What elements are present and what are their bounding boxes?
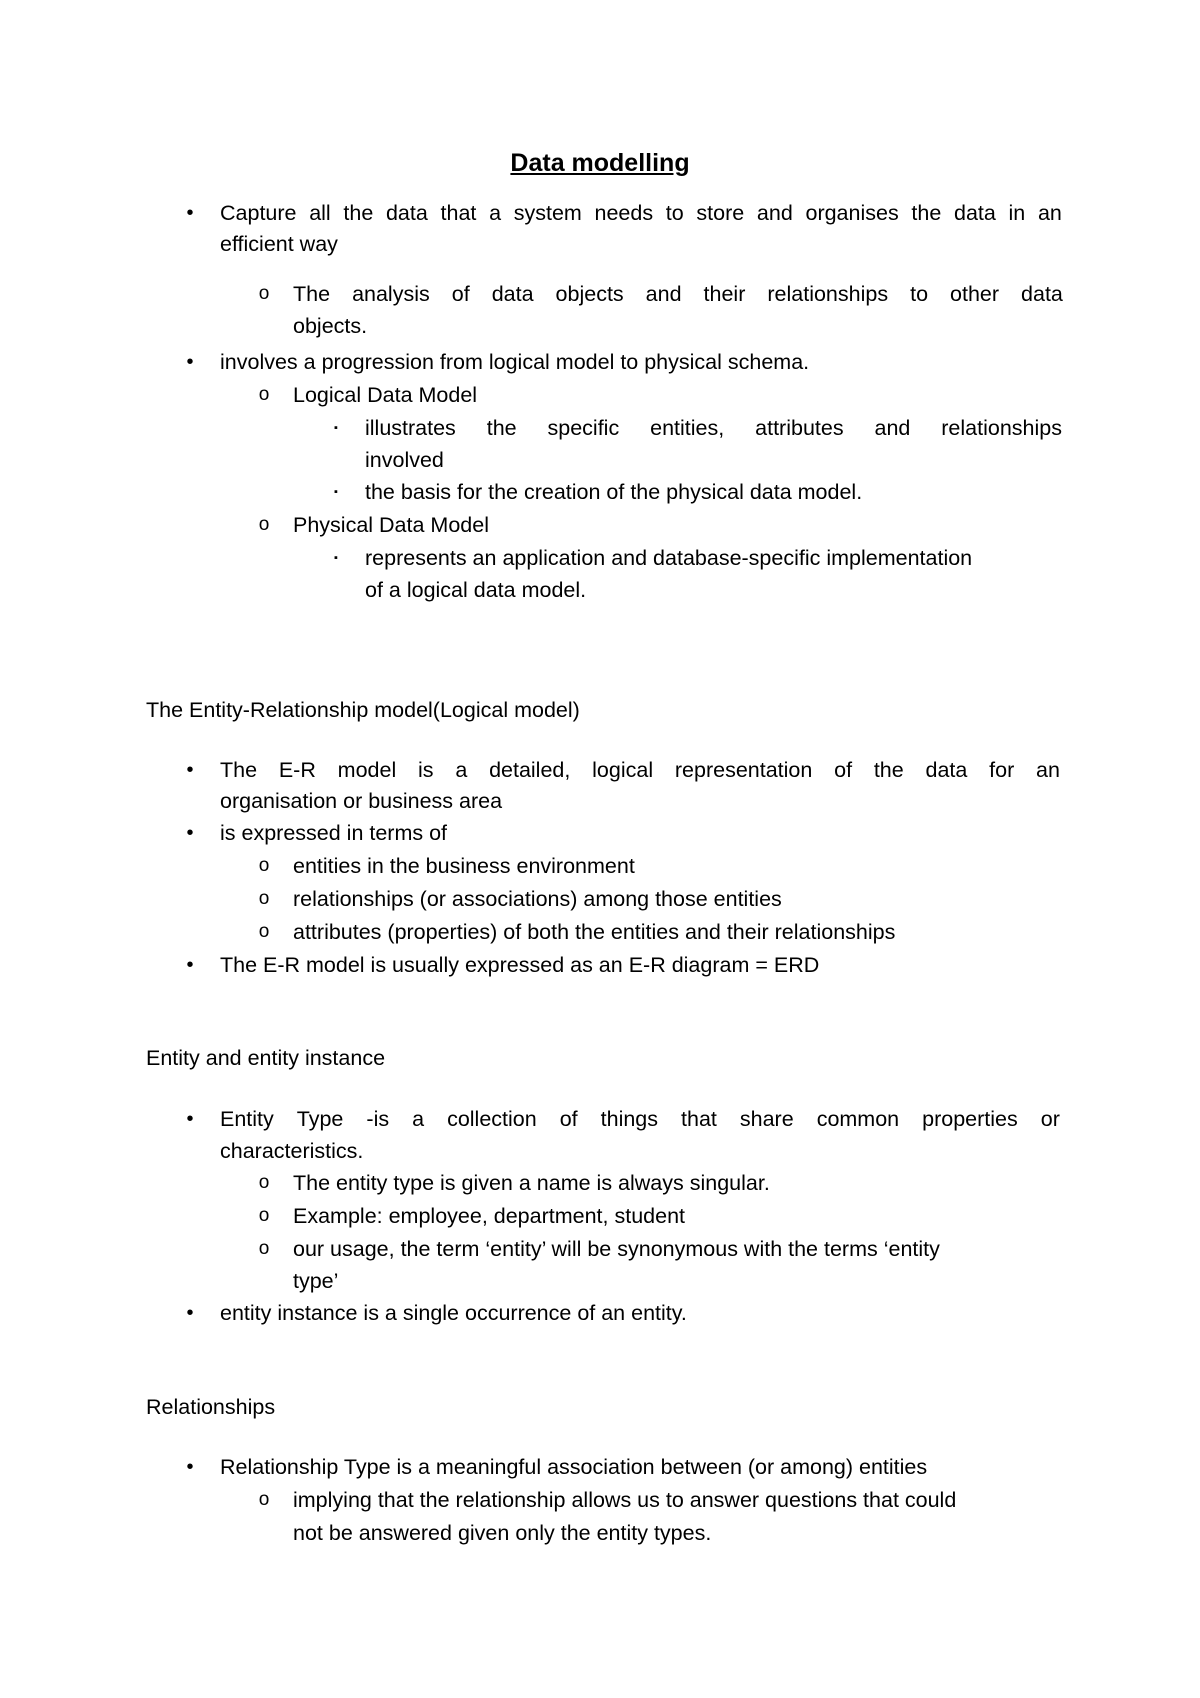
bullet-marker: • [186,351,194,373]
section-heading: Entity and entity instance [146,1046,386,1070]
list-item-text: involved [365,448,444,472]
list-item-text: objects. [293,314,368,338]
list-item-text: efficient way [220,232,338,256]
word: all [309,201,331,225]
circle-marker: o [258,921,270,942]
page-title: Data modelling [510,149,690,177]
bullet-marker: • [186,1456,194,1478]
word: to [910,282,929,306]
list-item-text: relationships (or associations) among those entities [293,887,782,911]
circle-marker: o [258,1172,270,1193]
word: the [486,416,517,440]
word: The [220,758,258,782]
word: of [834,758,853,782]
word: data [1021,282,1063,306]
word: model [337,758,397,782]
word: needs [594,201,654,225]
word: of [559,1107,578,1131]
word: and [874,416,911,440]
word: organises [805,201,899,225]
word: Type [296,1107,344,1131]
word: data [491,282,534,306]
list-item-text: characteristics. [220,1139,364,1163]
word: things [600,1107,659,1131]
word: of [451,282,470,306]
word: other [950,282,1000,306]
word: a [489,201,502,225]
list-item-text: the basis for the creation of the physical data model. [365,480,863,504]
word: properties [922,1107,1018,1131]
list-item-text: is expressed in terms of [220,821,448,845]
circle-marker: o [258,1238,270,1259]
word: relationships [941,416,1062,440]
word: objects [555,282,624,306]
list-item-text: The entity type is given a name is always singular. [293,1171,770,1195]
word: and [756,201,793,225]
list-item-text: attributes (properties) of both the entities and their relationships [293,920,896,944]
circle-marker: o [258,384,270,405]
bullet-marker: • [186,1302,194,1324]
word: representation [674,758,813,782]
word: analysis [352,282,430,306]
word: an [1037,201,1062,225]
word: the [911,201,942,225]
word: for [989,758,1015,782]
square-marker: ▪ [334,552,338,564]
word: a [455,758,468,782]
circle-marker: o [258,514,270,535]
bullet-marker: • [186,1108,194,1130]
circle-marker: o [258,1205,270,1226]
circle-marker: o [258,855,270,876]
list-item-text: type’ [293,1269,339,1293]
list-item-text [220,755,1060,785]
word: a [412,1107,425,1131]
word: or [1040,1107,1060,1131]
word: their [703,282,746,306]
list-item-text: not be answered given only the entity types. [293,1521,712,1545]
word: collection [447,1107,537,1131]
word: Capture [220,201,297,225]
word: system [513,201,582,225]
bullet-marker: • [186,822,194,844]
list-item-text: Example: employee, department, student [293,1204,685,1228]
word: in [1008,201,1026,225]
word: data [385,201,428,225]
word: entities, [650,416,725,440]
section-heading: Relationships [146,1395,276,1419]
word: is [418,758,434,782]
word: -is [366,1107,390,1131]
word: that [440,201,477,225]
word: share [739,1107,794,1131]
list-item-text: Physical Data Model [293,513,489,537]
word: the [873,758,904,782]
list-item-text: involves a progression from logical model to physical schema. [220,350,810,374]
list-item-text: Logical Data Model [293,383,478,407]
square-marker: ▪ [334,422,338,434]
word: that [681,1107,717,1131]
list-item-text [220,198,1062,228]
word: E-R [278,758,316,782]
word: The [293,282,331,306]
word: data [953,201,996,225]
bullet-marker: • [186,202,194,224]
word: relationships [767,282,889,306]
word: data [925,758,968,782]
list-item-text [365,413,1062,443]
list-item-text: of a logical data model. [365,578,587,602]
list-item-text: The E-R model is usually expressed as an E-R diagram = ERD [220,953,820,977]
list-item-text [293,279,1063,309]
circle-marker: o [258,1489,270,1510]
word: an [1036,758,1060,782]
section-heading: The Entity-Relationship model(Logical model) [146,698,580,722]
word: Entity [220,1107,274,1131]
word: detailed, [489,758,571,782]
bullet-marker: • [186,759,194,781]
word: to [665,201,684,225]
word: logical [592,758,654,782]
list-item-text: Relationship Type is a meaningful association between (or among) entities [220,1455,928,1479]
word: store [696,201,745,225]
list-item-text: entities in the business environment [293,854,635,878]
bullet-marker: • [186,954,194,976]
word: common [816,1107,900,1131]
square-marker: ▪ [334,486,338,498]
list-item-text: our usage, the term ‘entity’ will be synonymous with the terms ‘entity [293,1237,940,1261]
word: and [645,282,682,306]
list-item-text: represents an application and database-specific implementation [365,546,973,570]
list-item-text [220,1104,1060,1134]
list-item-text: implying that the relationship allows us to answer questions that could [293,1488,957,1512]
word: illustrates [365,416,456,440]
circle-marker: o [258,283,270,304]
list-item-text: entity instance is a single occurrence of an entity. [220,1301,687,1325]
list-item-text: organisation or business area [220,789,503,813]
word: the [343,201,374,225]
word: specific [547,416,620,440]
word: attributes [755,416,844,440]
circle-marker: o [258,888,270,909]
